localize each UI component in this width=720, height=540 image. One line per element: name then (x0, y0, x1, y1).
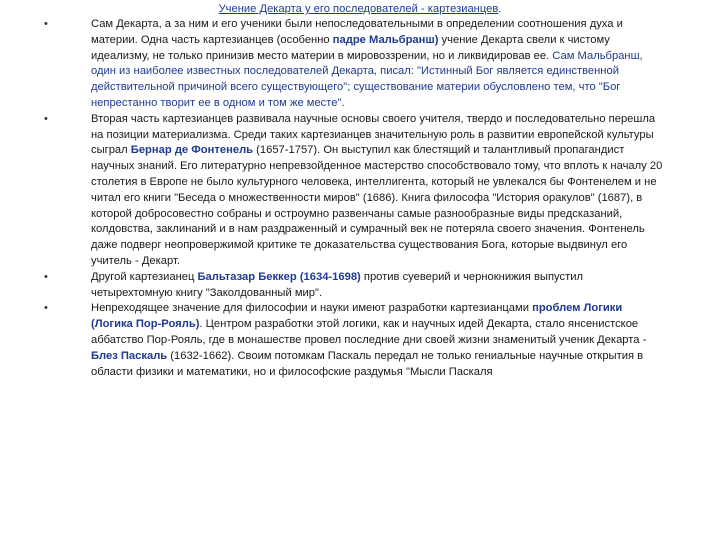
text-run: учение Декарта свели к чистому идеализму, не только принизив место материи в мировоззрении, но и ликвидировав ее. (91, 33, 610, 62)
list-item (0, 112, 720, 270)
text-run: Другой картезианец (91, 270, 198, 283)
name-malebranche: падре Мальбранш) (332, 33, 439, 46)
text-run: . (341, 96, 345, 109)
text-run: Непреходящее значение для философии и науки имеют разработки картезианцами (91, 302, 533, 315)
list-item (0, 17, 720, 112)
bullet-icon: • (44, 270, 48, 283)
text-run: . Центром разработки этой логики, как и научных идей Декарта, стало янсенистское аббатство Пор-Рояль, где в монашестве провел последние дни своей жизни знаменитый ученик Декарта - (91, 318, 647, 346)
text-run: против суеверий и чернокнижия выпустил четырехтомную книгу "Заколдованный мир". (91, 270, 583, 299)
bullet-list (0, 17, 720, 380)
text-run: Сам Декарта, а за ним и его ученики были непоследовательными в определении соотношения духа и материи. Одна часть картезианцев (особенно (91, 18, 623, 46)
name-fontenelle: Бернар де Фонтенель (130, 144, 254, 157)
text-run: (1657-1757). Он выступил как блестящий и талантливый пропагандист научных знаний. Его литературно непревзойденное мастерство способствовало тому, что вплоть к началу 20 столетия в Европе не было культурного человека, интеллигента, который не увлекался бы Фонтенелем и не читал его книги "Беседа о множественности миров" (1686). Книга философа "История оракулов" (1687), в которой добросовестно собраны и остроумно развенчаны самые разнообразные виды предсказаний, колдовства, заклинаний и в нам раздраженный и сумрачный век не потеряла своего значения. Фонтенель даже подверг неопровержимой критике те доказательства существования Бога, которые выдвинул его учитель - Декарт. (91, 144, 663, 267)
item-text (91, 302, 646, 377)
bullet-icon: • (44, 302, 48, 315)
name-pascal: Блез Паскаль (91, 349, 168, 362)
item-text (91, 18, 643, 109)
text-run: Вторая часть картезианцев развивала научные основы своего учителя, твердо и последовательно перешла на позиции материализма. Среди таких картезианцев значительную роль в развитии европейской культуры сыграл (91, 112, 656, 157)
title-link[interactable]: Учение Декарта у его последователей - картезианцев (218, 3, 499, 15)
item-text (91, 271, 583, 299)
list-item (0, 301, 720, 380)
list-item (0, 270, 720, 302)
title-period: . (498, 3, 502, 15)
text-run: (1632-1662). Своим потомкам Паскаль передал не только гениальные научные открытия в области физики и математики, но и философские раздумья "Мысли Паскаля (91, 349, 644, 378)
logic-problems-term: проблем Логики (Логика Пор-Рояль) (91, 302, 623, 331)
bullet-icon: • (44, 112, 48, 125)
bullet-icon: • (44, 18, 48, 30)
name-bekker: Бальтазар Беккер (1634-1698) (197, 270, 361, 283)
item-text (91, 113, 662, 267)
malebranche-quote: Сам Мальбранш, один из наиболее известных последователей Декарта, писал: "Истинный Бог является единственной действительной причиной всего существующего"; существование материи обусловлено тем, что "Бог непрестанно творит ее в одном и том же месте" (91, 49, 643, 109)
page-title (0, 2, 720, 17)
